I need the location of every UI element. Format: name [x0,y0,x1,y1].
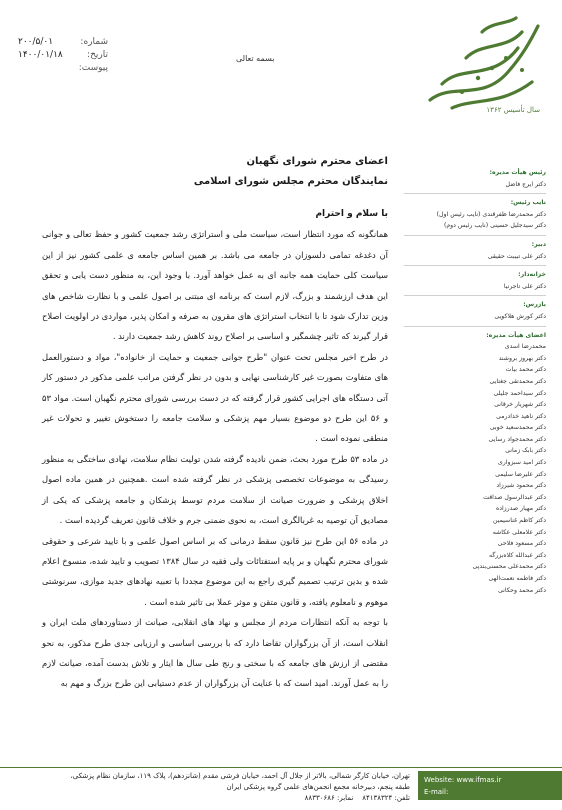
contact-line [30,793,410,804]
sidebar-group-heading: بازرس: [523,301,546,309]
bismillah-text: بسمه تعالی [236,54,275,63]
sidebar-group-heading: دبیر: [531,240,546,248]
phone-value: ۸۴۱۳۸۳۲۴ [362,794,393,802]
paragraph-5: با توجه به آنکه انتظارات مردم از مجلس و نهاد های انقلابی، صیانت از دستاوردهای ملت ایران و انقلاب است، از آن بزرگواران تقاضا دارد که با بررسی اساسی و ارزیابی جدی طرح مذکور، به نحو مقتضی از ارزش های جامعه که با سختی و رنج طی سال ها ایثار و تلاش بدست آمده، صیانت لازم را به عمل آورند. امید است که با عنایت آن بزرگواران از عدم دستیابی این طرح بزرگ و مهم به [42,617,388,689]
sidebar-separator [404,295,546,296]
sidebar-member: محمدرضا اسدی [504,343,546,351]
sidebar-member: دکتر بابک زمانی [505,447,546,455]
sidebar-member: دکتر عبدالرسول صداقت [483,493,546,501]
sidebar-member: دکتر محمدجواد رسایی [488,435,546,443]
organization-logo [422,12,544,116]
addressee-1: اعضای محترم شورای نگهبان [246,156,388,167]
sidebar-member: دکتر بهروز بروشند [498,354,546,362]
sidebar-member: دکتر محمد وحکانی [497,586,546,594]
sidebar-member: دکتر محمدتقی جغتایی [489,377,546,385]
paragraph-2: در طرح اخیر مجلس تحت عنوان "طرح جوانی جمعیت و حمایت از خانواده"، مواد و دستورالعمل های متفاوت بصورت غیر کارشناسی نهایی و بدون در نظر گرفتن مراتب علمی مذکور در دستور کار آتی دستگاه های اجرایی کشور قرار گرفته که در دست بررسی شورای محترم نگهبان است. مواد ۵۳ و ۵۶ این طرح دو موضوع بسیار مهم پزشکی و سلامت جامعه را دستخوش تغییر و تحولات غیر منطقی نموده است . [42,351,388,444]
sidebar-member: دکتر کورش هلاکویی [494,312,546,320]
sidebar-member: دکتر سیداحمد جلیلی [493,389,546,397]
sidebar-member: دکتر عبدالله کلاه‌بزرگه [489,551,546,559]
sidebar-group-heading: اعضای هیأت مدیره: [486,331,546,339]
logo-caption: سال تأسیس ۱۳۶۲ [486,106,540,114]
phone-label: تلفن: [394,794,410,802]
sidebar-member: دکتر شهریار خرقانی [494,401,546,409]
address-line-1: تهران، خیابان کارگر شمالی، بالاتر از جلال آل احمد، خیابان فرشی مقدم (شانزدهم)، پلاک ۱۱۹، سازمان نظام پزشکی، [70,772,410,780]
footer-address [30,771,410,804]
footer-contact-box [418,771,562,808]
paragraph-1: همانگونه که مورد انتظار است، سیاست ملی و استراتژی رشد جمعیت کشور و حفظ تعالی و جوانی آن دغدغه تمامی دلسوزان در جامعه می باشد. بر همین اساس جامعه ی علمی کشور نیز از این سیاست کلی حمایت همه جانبه ای به عمل خواهد آورد. با وجود این، به منظور دست یابی و تحقق این هدف ارزشمند و بزرگ، لازم است که برنامه ای مبتنی بر اصول علمی و با نظارت شاخص های وزین تدارک شود تا با انتخاب استراتژی های مقرون به صرفه و امکان پذیر، مواردی در اولویت اصلاح قرار گیرند که تاثیر چشمگیر و اساسی بر اصلاح روند کاهش رشد جمعیت دارند . [42,229,388,342]
footer-divider [0,767,562,768]
sidebar-separator [404,265,546,266]
greeting: با سلام و احترام [315,209,388,219]
board-members-sidebar [404,164,546,764]
sidebar-member: دکتر علیرضا سلیمی [495,470,546,478]
sidebar-member: دکتر کاظم غناسیمین [493,517,546,525]
email-link[interactable]: E-mail: majma.anjomanha@gmail.com [424,788,534,808]
sidebar-member: دکتر محمود شیرزاد [496,482,546,490]
sidebar-separator [404,326,546,327]
sidebar-member: دکتر محمدعلی محسنی‌بندپی [472,563,546,571]
sidebar-group-heading: خزانه‌دار: [518,271,546,279]
date-value: ۱۴۰۰/۰۱/۱۸ [18,50,63,60]
sidebar-member: دکتر مسعود فلاحی [497,540,546,548]
attachment-label: پیوست: [78,63,108,73]
sidebar-member: دکتر محمد بیات [505,366,546,374]
address-line-2: طبقه پنجم، دبیرخانه مجمع انجمن‌های علمی گروه پزشکی ایران [226,783,410,791]
fax-label: نمابر: [336,794,354,802]
sidebar-group-heading: رئیس هیأت مدیره: [489,169,546,176]
website-link[interactable]: Website: www.ifmas.ir [424,776,502,784]
sidebar-member: دکتر ناهید خدادرمی [496,412,546,420]
sidebar-member: دکتر محمدرضا ظفرقندی (نایب رئیس اول) [436,210,546,218]
sidebar-member: دکتر سیدجلیل حسینی (نایب رئیس دوم) [443,222,546,230]
letter-meta [18,36,108,75]
fax-value: ۸۸۳۳۰۶۸۶ [304,794,335,802]
sidebar-member: دکتر علی تاجرنیا [503,282,546,290]
sidebar-member: دکتر محمدسعید خوبی [489,424,546,432]
sidebar-member: دکتر فاطمه نعمت‌الهی [488,575,546,582]
sidebar-member: دکتر امید سبزواری [497,459,546,467]
letter-body [42,152,388,694]
sidebar-member: دکتر علی تبیبت حقیقی [487,252,546,260]
sidebar-member: دکتر ایرج فاضل [505,180,546,188]
number-label: شماره: [80,37,108,47]
sidebar-separator [404,193,546,194]
sidebar-member: دکتر علامعلی عکاشه [492,528,546,536]
sidebar-member: دکتر مهیار صدرزاده [495,505,546,513]
date-label: تاریخ: [87,50,108,60]
number-value: ۲۰۰/۵/۰۱ [18,37,54,47]
paragraph-3: در ماده ۵۳ طرح مورد بحث، ضمن نادیده گرفته شدن تولیت نظام سلامت، نهادی ساختگی به منظور رسیدگی به موضوعات تخصصی پزشکی در نظر گرفته شده است .همچنین در همین ماده اصول اخلاق پزشکی و ضرورت صیانت از سلامت مردم توسط پزشکان و جامعه پزشکی که یکی از مصادیق آن توصیه به غربالگری است، به نحوی ضمنی جرم و خلاف قانون تعریف گردیده است . [42,453,388,526]
sidebar-group-heading: نایب رئیس: [510,199,546,207]
paragraph-4: در ماده ۵۶ این طرح نیز قانون سقط درمانی که بر اساس اصول علمی و با تایید شرعی و حقوقی شورای محترم نگهبان و بر پایه استفتائات ولی فقیه در سال ۱۳۸۴ تصویب و تایید شده، منسوخ اعلام شده و بدین ترتیب تصمیم گیری راجع به این موضوع مجددا با تعبیه نهادهای جدید موازی، سرنوشتی موهوم و نامعلوم یافته، و قانون متقن و موثر عملا بی تاثیر شده است . [42,535,388,607]
sidebar-separator [404,235,546,236]
addressee-2: نمایندگان محترم مجلس شورای اسلامی [193,176,388,187]
